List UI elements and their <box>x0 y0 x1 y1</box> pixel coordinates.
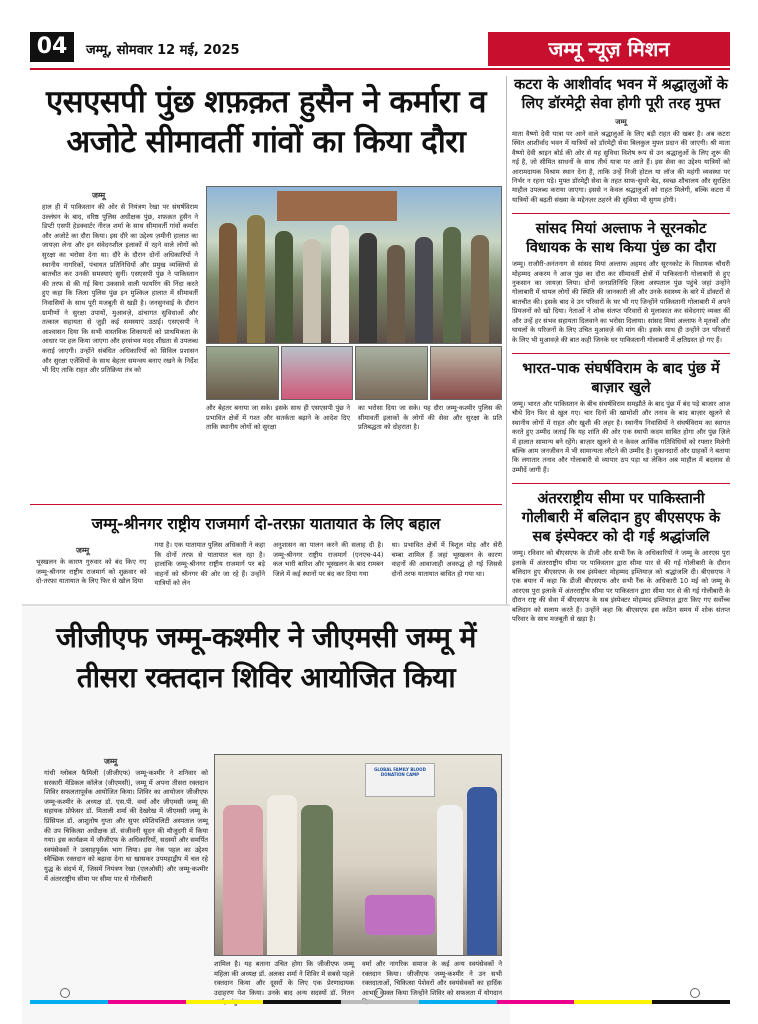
camp-banner: GLOBAL FAMILY BLOOD DONATION CAMP <box>365 763 435 797</box>
story-paragraph: शामिल है। यह बताना उचित होगा कि जीजीएफ जम्मू महिला की अध्यक्ष डॉ. अलका शर्मा ने शिविर में सबसे पहले रक्तदान किया और दूसरों के लिए एक प्रेरणादायक उदाहरण पेश किया। उनके बाद अन्य सदस्यों डॉ. नितन <box>214 960 354 997</box>
story-bsf-tribute <box>512 488 730 624</box>
thumbnail-photo <box>355 346 428 400</box>
photo-person <box>437 805 463 955</box>
story-headline: सांसद मियां अल्ताफ ने सूरनकोट विधायक के साथ किया पुंछ का दौरा <box>526 221 716 257</box>
story-paragraph: वर्मा और नागरिक समाज के कई अन्य स्वयंसेवकों ने रक्तदान किया। जीजीएफ जम्मू-कश्मीर ने उन सभी रक्तदाताओं, चिकित्सा पेशेवरों और स्वयंसेवकों का हार्दिक आभार व्यक्त किया जिन्होंने शिविर को सफलता में योगदान <box>362 960 502 997</box>
story-ssp-poonch <box>30 74 502 432</box>
photo-strip <box>206 346 502 400</box>
registration-mark-icon <box>374 988 384 998</box>
color-swatch <box>652 1000 730 1004</box>
registration-mark-icon <box>690 988 700 998</box>
section-divider <box>512 353 730 354</box>
story-column <box>36 541 147 589</box>
photo-person <box>223 805 263 955</box>
thumbnail-photo <box>430 346 503 400</box>
photo-person <box>267 795 297 955</box>
right-column <box>512 74 730 624</box>
masthead <box>0 0 758 61</box>
story-continuation <box>206 404 502 433</box>
story-paragraph: हाल ही में पाकिस्तान की ओर से नियंत्रण रेखा पर संघर्षविराम उल्लंघन के बाद, वरिष्ठ पुलिस अधीक्षक पुंछ, शफ़क़त हुसैन ने डिप्टी एसपी हेडक्वार्टर नीरज शर्मा के साथ सीमावर्ती गांवों कर्मारा और अजोटे का दौरा किया। इस दौरे का उद्देश्य ज़मीनी हालात का जायज़ा लेना और इन संवेदनशील इलाकों में रहने वाले लोगों को सुरक्षा का भरोसा देना था। दौरे के दौरान दोनों अधिकारियों ने स्थानीय नागरिकों, पंचायत प्रतिनिधियों और प्रमुख व्यक्तियों से बातचीत कर उनकी समस्याएं सुनीं। एसएसपी पुंछ ने पाकिस्तान की तरफ से की गई बिना उकसावे वाली फायरिंग की निंदा करते हुए कहा कि जिला पुलिस पुंछ इन मुश्किल हालात में सीमावर्ती निवासियों के साथ पूरी मजबूती से खड़ी है। जनसुनवाई के दौरान ग्रामीणों ने सुरक्षा उपायों, मुआवज़े, ढांचागत सुविधाओं और तत्काल सहायता से जुड़ी कई समस्याएं उठाईं। एसएसपी ने आश्वासन दिया कि सभी वास्तविक शिकायतों को प्राथमिकता के आधार पर हल किया जाएगा और हरसंभव मदद शीघ्रता से उपलब्ध कराई जाएगी। उन्होंने संबंधित अधिकारियों को सिविल प्रशासन और सुरक्षा एजेंसियों के साथ बेहतर समन्वय बनाए रखने के निर्देश भी दिए ताकि राहत और प्रतिक्रिया तंत्र को <box>42 203 198 375</box>
story-body <box>44 752 208 884</box>
left-column <box>30 74 502 997</box>
photo-person <box>303 239 321 343</box>
photo-donor <box>365 895 435 935</box>
photo-person <box>471 235 489 343</box>
story-paragraph: अनुशासन का पालन करने की सलाह दी है। जम्मू-श्रीनगर राष्ट्रीय राजमार्ग (एनएच-44) कल भारी बारिश और भूस्खलन के बाद रामबन जिले में कई स्थानों पर बंद कर दिया गया <box>273 541 384 578</box>
story-paragraph: और बेहतर बनाया जा सके। इसके साथ ही एसएसपी पुंछ ने प्रभावित क्षेत्रों में गश्त और सतर्कता बढ़ाने के आदेश दिए ताकि स्थानीय लोगों को सुरक्षा <box>206 404 350 432</box>
story-headline: कटरा के आशीर्वाद भवन में श्रद्धालुओं के लिए डॉरमेट्री सेवा होगी पूरी तरह मुफ्त <box>514 77 728 112</box>
story-blood-donation <box>22 604 510 1024</box>
story-highway <box>30 498 502 589</box>
story-paragraph: भूस्खलन के कारण गुरुवार को बंद किए गए जम्मू-श्रीनगर राष्ट्रीय राजमार्ग को शुक्रवार को दो-तरफ़ा यातायात के लिए फिर से खोल दिया <box>36 558 147 586</box>
page-number: 04 <box>30 32 74 62</box>
photo-person <box>415 237 433 343</box>
registration-mark-icon <box>60 988 70 998</box>
color-swatch <box>574 1000 652 1004</box>
story-headline: एसएसपी पुंछ शफ़क़त हुसैन ने कर्मारा व अजोटे सीमावर्ती गांवों का किया दौरा <box>45 84 487 160</box>
story-paragraph: जम्मू। राजौरी-अनंतनाग से सांसद मियां अल्ताफ अहमद और सूरनकोट के विधायक चौधरी मोहम्मद अकरम ने आज पुंछ का दौरा कर सीमावर्ती क्षेत्रों में पाकिस्तानी गोलाबारी से हुए नुकसान का जायज़ा लिया। दोनों जनप्रतिनिधि ज़िला अस्पताल पुंछ पहुंचे जहां उन्होंने गोलाबारी में घायल लोगों की स्थिति की जानकारी ली और उनके स्वास्थ्य के बारे में डॉक्टरों से बातचीत की। इसके बाद वे उन परिवारों के घर भी गए जिन्होंने पाकिस्तानी गोलाबारी में अपने प्रियजनों को खो दिया। नेताओं ने शोक संतप्त परिवारों से मुलाकात कर संवेदनाएं व्यक्त कीं और उन्हें हर संभव सहायता दिलवाने का भरोसा दिलाया। सांसद मियां अल्ताफ ने मृतकों और घायलों के परिजनों के लिए उचित मुआवज़े की मांग की। इसके साथ ही उन्होंने उन परिवारों के लिए भी मुआवज़े की बात कही जिनके घर पाकिस्तानी गोलाबारी में क्षतिग्रस्त हो गए हैं। <box>512 260 730 344</box>
section-divider <box>30 504 502 505</box>
brand-banner: जम्मू न्यूज़ मिशन <box>488 32 730 66</box>
story-byline: जम्मू <box>76 546 90 555</box>
color-swatch <box>263 1000 341 1004</box>
section-divider <box>512 213 730 214</box>
story-byline: जम्मू <box>104 757 118 766</box>
story-photo <box>214 754 502 956</box>
story-headline: भारत-पाक संघर्षविराम के बाद पुंछ में बाज़ार खुले <box>522 360 720 396</box>
color-swatch <box>419 1000 497 1004</box>
photo-person <box>443 227 461 343</box>
story-paragraph: जम्मू। रविवार को बीएसएफ के डीजी और सभी रैंक के अधिकारियों ने जम्मू के आरएस पुरा इलाके में अंतरराष्ट्रीय सीमा पर पाकिस्तान द्वारा सीमा पार से की गई गोलीबारी के दौरान बलिदान हुए बीएसएफ के सब इंस्पेक्टर मोहम्मद इम्तियाज़ को श्रद्धांजलि दी। बीएसएफ ने एक बयान में कहा कि डीजी बीएसएफ और सभी रैंक के अधिकारी 10 मई को जम्मू के आरएस पुरा इलाके में अंतरराष्ट्रीय सीमा पर पाकिस्तान द्वारा सीमा पार से की गई गोलीबारी के दौरान राष्ट्र की सेवा में बीएसएफ के सब इंस्पेक्टर मोहम्मद इम्तियाज़ द्वारा किए गए सर्वोच्च बलिदान को सलाम करते हैं। उन्होंने कहा कि बीएसएफ इस कठिन समय में शोक संतप्त परिवार के साथ मजबूती से खड़ा है। <box>512 549 730 623</box>
dateline: जम्मू, सोमवार 12 मई, 2025 <box>86 43 240 58</box>
photo-person <box>359 233 377 343</box>
thumbnail-photo <box>281 346 354 400</box>
photo-person <box>467 787 497 955</box>
color-swatch <box>108 1000 186 1004</box>
story-katra-dormitory <box>512 74 730 205</box>
story-paragraph: जम्मू। भारत और पाकिस्तान के बीच संघर्षविराम समझौते के बाद पुंछ में बंद पड़े बाजार आज चौथे दिन फिर से खुल गए। चार दिनों की खामोशी और तनाव के बाद बाज़ार खुलने से स्थानीय लोगों में राहत और खुशी की लहर है। स्थानीय निवासियों ने संघर्षविराम का स्वागत करते हुए उम्मीद जताई कि यह शांति की ओर एक स्थायी कदम साबित होगा और पुंछ ज़िले में हालात सामान्य बने रहेंगे। बाज़ार खुलने से न केवल आर्थिक गतिविधियों को रफ्तार मिलेगी बल्कि आम जनजीवन में भी सामान्यता लौटने की उम्मीद है। दुकानदारों और ग्राहकों ने बताया कि लगातार तनाव और गोलाबारी से व्यापार ठप पड़ा था लेकिन अब माहौल में बदलाव से उम्मीदें जागी हैं। <box>512 399 730 474</box>
photo-person <box>275 231 293 343</box>
color-swatch <box>186 1000 264 1004</box>
photo-person <box>301 805 333 955</box>
story-paragraph: था। प्रभावित क्षेत्रों में त्रिशूल मोड़ और सेरी चम्बा शामिल हैं जहां भूस्खलन के कारण वाहनों की आवाजाही अवरुद्ध हो गई जिससे दोनों तरफ यातायात बाधित हो गया था। <box>391 541 502 578</box>
story-body <box>42 186 198 376</box>
photo-building <box>277 191 397 221</box>
story-byline: जम्मू <box>615 118 627 126</box>
color-swatch <box>341 1000 419 1004</box>
story-byline: जम्मू <box>92 191 106 200</box>
story-headline: जीजीएफ जम्मू-कश्मीर ने जीएमसी जम्मू में तीसरा रक्तदान शिविर आयोजित किया <box>56 621 476 694</box>
photo-person <box>387 245 405 343</box>
story-markets-reopen <box>512 358 730 475</box>
color-swatch <box>497 1000 575 1004</box>
photo-person <box>219 223 237 343</box>
top-rule <box>30 68 730 70</box>
story-paragraph: का भरोसा दिया जा सके। यह दौरा जम्मू-कश्मीर पुलिस की सीमावर्ती इलाकों के लोगों की सेवा और सुरक्षा के प्रति प्रतिबद्धता को दोहराता है। <box>358 404 502 432</box>
story-headline: जम्मू-श्रीनगर राष्ट्रीय राजमार्ग दो-तरफ़ा यातायात के लिए बहाल <box>91 515 441 533</box>
color-swatch <box>30 1000 108 1004</box>
print-color-bar <box>30 1000 730 1004</box>
story-paragraph: गांधी ग्लोबल फैमिली (जीजीएफ) जम्मू-कश्मीर ने शनिवार को सरकारी मेडिकल कॉलेज (जीएमसी), जम्मू में अपना तीसरा रक्तदान शिविर सफलतापूर्वक आयोजित किया। शिविर का आयोजन जीजीएफ जम्मू-कश्मीर के अध्यक्ष डॉ. एस.पी. वर्मा और जीएमसी जम्मू की सहायक प्रोफेसर डॉ. मिताली शर्मा की देखरेख में जीएमसी जम्मू के प्रिंसिपल डॉ. आशुतोष गुप्ता और सुपर स्पेशियलिटी अस्पताल जम्मू की उप चिकित्सा अधीक्षक डॉ. संजीवनी सूदन की मौजूदगी में किया गया। इस कार्यक्रम में जीजीएफ के अधिकारियों, सदस्यों और समर्पित स्वयंसेवकों ने उत्साहपूर्वक भाग लिया। इस नेक पहल का उद्देश्य स्वैच्छिक रक्तदान को बढ़ावा देना था खासकर उपमहाद्वीप में चल रहे युद्ध के संदर्भ में, जिसमें नियंत्रण रेखा (एलओसी) और जम्मू-कश्मीर में अंतरराष्ट्रीय सीमा पर सीमा पार से गोलीबारी <box>44 769 208 883</box>
section-divider <box>512 483 730 484</box>
story-paragraph: गया है। एक यातायात पुलिस अधिकारी ने कहा कि दोनों तरफ़ से यातायात चल रहा है। हालांकि जम्मू-श्रीनगर राष्ट्रीय राजमार्ग पर बड़े वाहनों को श्रीनगर की ओर जा रहे हैं। उन्होंने यात्रियों को लेन <box>154 541 265 588</box>
story-photo <box>206 186 502 344</box>
story-body <box>30 541 502 589</box>
story-paragraph: माता वैष्णो देवी यात्रा पर आने वाले श्रद्धालुओं के लिए बड़ी राहत की खबर है। अब कटरा स्थित आशीर्वाद भवन में यात्रियों को डॉरमेट्री सेवा बिलकुल मुफ्त प्रदान की जाएगी। श्री माता वैष्णो देवी श्राइन बोर्ड की ओर से यह सुविधा विशेष रूप से उन श्रद्धालुओं के लिए शुरू की गई है, जो सीमित साधनों के साथ तीर्थ यात्रा पर आते हैं। इस सेवा का उद्देश्य यात्रियों को आरामदायक विश्राम स्थान देना है, ताकि उन्हें निजी होटल या लॉज की महंगी व्यवस्था पर निर्भर न रहना पड़े। मुफ्त डॉरमेट्री सेवा के तहत साफ-सुथरे बेड, स्वच्छ शौचालय और सुरक्षित माहौल उपलब्ध कराया जाएगा। इससे न केवल श्रद्धालुओं को राहत मिलेगी, बल्कि कटरा में यात्रियों की बढ़ती संख्या के मद्देनज़र ठहरने की सुविधा भी सुगम होगी। <box>512 130 730 204</box>
photo-person <box>247 215 265 343</box>
story-mp-visit <box>512 218 730 345</box>
story-headline: अंतरराष्ट्रीय सीमा पर पाकिस्तानी गोलीबारी में बलिदान हुए बीएसएफ के सब इंस्पेक्टर को दी गई श्रद्धांजलि <box>521 491 721 546</box>
photo-person <box>331 225 349 343</box>
thumbnail-photo <box>206 346 279 400</box>
